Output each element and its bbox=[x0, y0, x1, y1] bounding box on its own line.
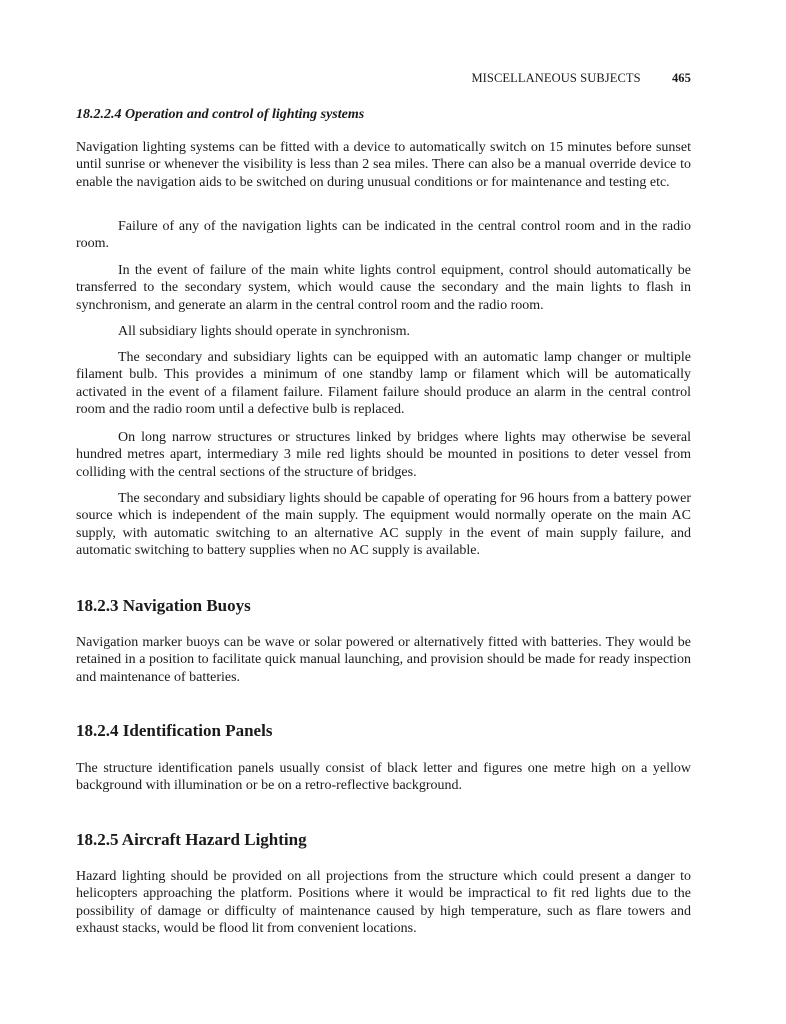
paragraph-text: The secondary and subsidiary lights can be equipped with an automatic lamp changer or multiple filament bulb. This provides a minimum of one standby lamp or filament which will be automatically activated in the event of a filament failure. Filament failure should produce an alarm in the central control room and the radio room until a defective bulb is replaced. bbox=[76, 350, 691, 418]
paragraph-text: On long narrow structures or structures linked by bridges where lights may otherwise be several hundred metres apart, intermediary 3 mile red lights should be mounted in positions to deter vessel from colliding with the central sections of the structure of bridges. bbox=[76, 430, 691, 480]
paragraph-text: The secondary and subsidiary lights should be capable of operating for 96 hours from a battery power source which is independent of the main supply. The equipment would normally operate on the main AC supply, with automatic switching to an alternative AC supply in the event of main supply failure, and automatic switching to battery supplies when no AC supply is available. bbox=[76, 491, 691, 559]
subsection-heading: 18.2.2.4 Operation and control of lighting systems bbox=[76, 107, 365, 122]
subsection-paragraph bbox=[76, 218, 691, 253]
subsection-paragraph bbox=[76, 139, 691, 191]
paragraph-text: Navigation lighting systems can be fitted with a device to automatically switch on 15 minutes before sunset until sunrise or whenever the visibility is less than 2 sea miles. There can also be a manual override device to enable the navigation aids to be switched on during unusual conditions or for maintenance and testing etc. bbox=[76, 140, 691, 190]
paragraph-text: In the event of failure of the main white lights control equipment, control should automatically be transferred to the secondary system, which would cause the secondary and the main lights to flash in synchronism, and generate an alarm in the central control room and the radio room. bbox=[76, 263, 691, 313]
subsection-paragraph bbox=[76, 323, 691, 340]
section-body-aircraft-hazard-lighting bbox=[76, 868, 691, 938]
subsection-paragraph bbox=[76, 490, 691, 560]
page-number: 465 bbox=[671, 71, 691, 85]
paragraph-text: The structure identification panels usually consist of black letter and figures one metre high on a yellow background with illumination or be on a retro-reflective background. bbox=[76, 761, 691, 794]
running-header bbox=[471, 71, 691, 86]
section-body-navigation-buoys bbox=[76, 634, 691, 686]
section-body-identification-panels bbox=[76, 760, 691, 795]
paragraph-text: Hazard lighting should be provided on all projections from the structure which could present a danger to helicopters approaching the platform. Positions where it would be impractical to fit red lights due to the possibility of damage or difficulty of maintenance caused by high temperature, such as flare towers and exhaust stacks, would be flood lit from convenient locations. bbox=[76, 869, 691, 937]
section-heading-navigation-buoys: 18.2.3 Navigation Buoys bbox=[76, 596, 251, 615]
section-heading-aircraft-hazard-lighting: 18.2.5 Aircraft Hazard Lighting bbox=[76, 830, 307, 849]
paragraph-text: All subsidiary lights should operate in synchronism. bbox=[118, 324, 411, 339]
subsection-paragraph bbox=[76, 429, 691, 481]
subsection-paragraph bbox=[76, 262, 691, 314]
subsection-paragraph bbox=[76, 349, 691, 419]
paragraph-text: Failure of any of the navigation lights can be indicated in the central control room and in the radio room. bbox=[76, 219, 691, 252]
section-heading-identification-panels: 18.2.4 Identification Panels bbox=[76, 721, 273, 740]
paragraph-text: Navigation marker buoys can be wave or solar powered or alternatively fitted with batteries. They would be retained in a position to facilitate quick manual launching, and provision should be made for ready inspection and maintenance of batteries. bbox=[76, 635, 691, 685]
running-header-title: MISCELLANEOUS SUBJECTS bbox=[471, 71, 641, 85]
